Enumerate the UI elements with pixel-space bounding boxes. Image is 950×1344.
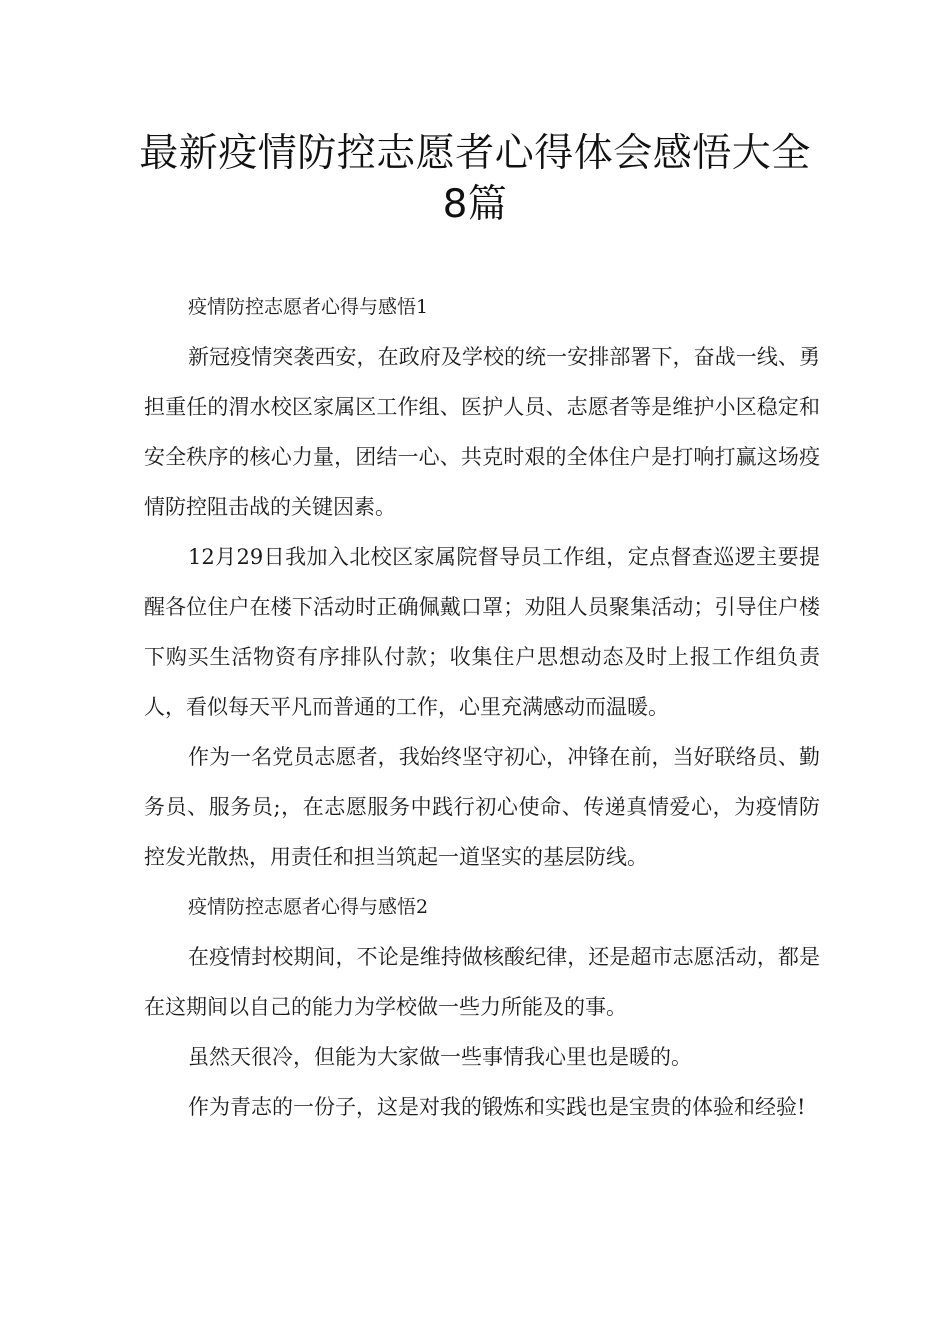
section-heading-1: 疫情防控志愿者心得与感悟1: [188, 296, 429, 318]
paragraph: 作为一名党员志愿者，我始终坚守初心，冲锋在前，当好联络员、勤务员、服务员;，在志愿服务中践行初心使命、传递真情爱心，为疫情防控发光散热，用责任和担当筑起一道坚实的基层防线。: [144, 745, 820, 869]
paragraph: 作为青志的一份子，这是对我的锻炼和实践也是宝贵的体验和经验!: [188, 1095, 806, 1119]
paragraph: 在疫情封校期间，不论是维持做核酸纪律，还是超市志愿活动，都是在这期间以自己的能力为学校做一些力所能及的事。: [144, 945, 820, 1019]
document-title: [100, 128, 850, 230]
paragraph: 新冠疫情突袭西安，在政府及学校的统一安排部署下，奋战一线、勇担重任的渭水校区家属区工作组、医护人员、志愿者等是维护小区稳定和安全秩序的核心力量，团结一心、共克时艰的全体住户是打响打赢这场疫情防控阻击战的关键因素。: [144, 345, 820, 519]
paragraph: 虽然天很冷，但能为大家做一些事情我心里也是暖的。: [188, 1045, 692, 1069]
title-line-1: 最新疫情防控志愿者心得体会感悟大全: [139, 131, 811, 176]
document-body: [144, 282, 820, 1132]
section-heading-2: 疫情防控志愿者心得与感悟2: [188, 896, 429, 918]
paragraph: 12月29日我加入北校区家属院督导员工作组，定点督查巡逻主要提醒各位住户在楼下活动时正确佩戴口罩；劝阻人员聚集活动；引导住户楼下购买生活物资有序排队付款；收集住户思想动态及时上报工作组负责人，看似每天平凡而普通的工作，心里充满感动而温暖。: [144, 545, 820, 719]
title-line-2: 8篇: [442, 182, 508, 227]
